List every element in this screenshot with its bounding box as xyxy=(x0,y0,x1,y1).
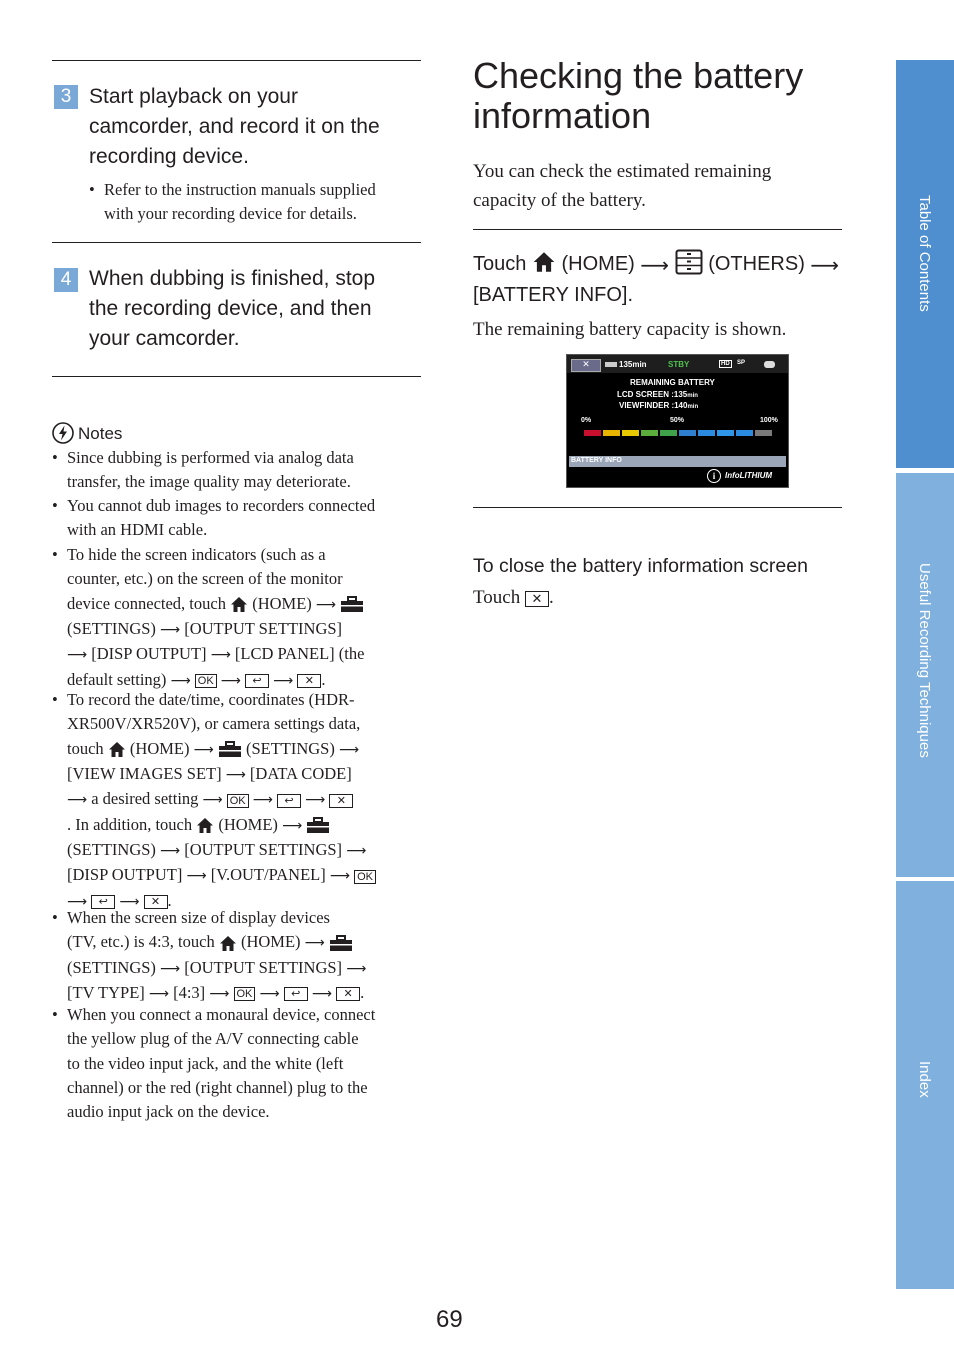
return-icon: ↩ xyxy=(91,895,115,909)
step-4-line: When dubbing is finished, stop xyxy=(89,267,376,290)
note-text: device connected, touch xyxy=(67,593,226,613)
screen-brand: InfoLITHIUM xyxy=(725,471,773,480)
tab-index[interactable] xyxy=(896,881,954,1289)
arrow-icon: ⟶ xyxy=(273,672,294,689)
arrow-icon: ⟶ xyxy=(209,986,230,1003)
arrow-icon: ⟶ xyxy=(346,960,367,977)
arrow-icon: ⟶ xyxy=(119,893,140,910)
others-icon xyxy=(675,249,703,275)
rule-right-2 xyxy=(473,507,842,508)
notes-icon xyxy=(52,422,74,444)
toolbox-icon xyxy=(340,596,364,613)
screen-min: min xyxy=(687,393,698,399)
step-3-line: recording device. xyxy=(89,145,249,168)
ok-button-icon: OK xyxy=(234,987,256,1001)
close-icon: ✕ xyxy=(144,895,168,909)
screen-hd: HD xyxy=(721,361,730,367)
screen-sp: SP xyxy=(737,360,746,366)
page-title-line: Checking the battery xyxy=(473,55,804,96)
screen-min: min xyxy=(687,404,699,410)
arrow-icon: ⟶ xyxy=(810,252,840,277)
step-4-line: your camcorder. xyxy=(89,327,240,350)
note-text: [4:3] xyxy=(173,983,206,1003)
tab-label: Useful Recording Techniques xyxy=(916,563,933,758)
arrow-icon: ⟶ xyxy=(304,935,325,952)
touch-instruction xyxy=(473,249,839,310)
return-icon: ↩ xyxy=(245,674,269,688)
note-text: [DATA CODE] xyxy=(249,763,352,783)
step-3-line: camcorder, and record it on the xyxy=(89,115,380,138)
screen-vf-label: VIEWFINDER : xyxy=(619,401,675,410)
notes-title: Notes xyxy=(78,424,123,443)
note-line xyxy=(67,642,364,667)
battery-bar-segment xyxy=(679,430,696,436)
arrow-icon: ⟶ xyxy=(193,741,214,758)
arrow-icon: ⟶ xyxy=(305,792,326,809)
battery-bar-segment xyxy=(755,430,772,436)
step-4-text xyxy=(89,264,375,354)
screen-battery-icon xyxy=(605,362,617,367)
home-icon xyxy=(108,741,126,758)
tab-table-of-contents[interactable] xyxy=(896,60,954,468)
battery-bar-segment xyxy=(717,430,734,436)
note-line xyxy=(67,787,376,812)
rule-mid-left xyxy=(52,242,421,243)
arrow-icon: ⟶ xyxy=(252,792,273,809)
note-text: [VIEW IMAGES SET] xyxy=(67,763,222,783)
step-3-line: Start playback on your xyxy=(89,85,298,108)
note-line: [TV TYPE] ⟶ [4:3] ⟶ OK ⟶ ↩ ⟶ ✕ . xyxy=(67,981,366,1006)
note-text: [LCD PANEL] (the xyxy=(234,644,365,664)
touch-text: Touch xyxy=(473,253,527,275)
note-text: (HOME) xyxy=(218,814,278,834)
arrow-icon: ⟶ xyxy=(170,672,191,689)
arrow-icon: ⟶ xyxy=(259,986,280,1003)
arrow-icon: ⟶ xyxy=(67,647,88,664)
bullet-dot: • xyxy=(89,180,95,199)
close-icon: ✕ xyxy=(525,591,549,607)
note-line: When you connect a monaural device, connect xyxy=(67,1005,376,1024)
screen-time: 135min xyxy=(619,360,647,369)
note-text: (SETTINGS) xyxy=(67,840,156,860)
ok-button-icon: OK xyxy=(227,794,249,808)
ok-button-icon: OK xyxy=(354,870,376,884)
note-text: (HOME) xyxy=(240,932,301,952)
note-text: [DISP OUTPUT] xyxy=(67,865,183,885)
touch-text: (OTHERS) xyxy=(708,253,805,275)
toolbox-icon xyxy=(218,741,242,758)
arrow-icon: ⟶ xyxy=(311,986,332,1003)
note-line: To hide the screen indicators (such as a xyxy=(67,545,326,564)
shown-text: The remaining battery capacity is shown. xyxy=(473,319,787,340)
page-title xyxy=(473,56,803,136)
arrow-icon: ⟶ xyxy=(338,741,360,758)
note-line xyxy=(67,838,376,863)
screen-battery-bars xyxy=(584,430,774,436)
note-text: (HOME) xyxy=(252,593,312,613)
note-line xyxy=(67,863,376,888)
note-line: When the screen size of display devices xyxy=(67,908,330,927)
note-line xyxy=(67,737,376,762)
screen-lcd-value: 135 xyxy=(673,390,688,399)
arrow-icon: ⟶ xyxy=(160,960,181,977)
note-line: XR500V/XR520V), or camera settings data, xyxy=(67,714,361,734)
note-line: the yellow plug of the A/V connecting cable xyxy=(67,1029,359,1049)
tab-label: Index xyxy=(916,1061,933,1098)
arrow-icon: ⟶ xyxy=(160,843,181,860)
home-icon xyxy=(532,251,556,273)
arrow-icon: ⟶ xyxy=(329,868,350,885)
note-line: ⟶ ↩ ⟶ ✕ . xyxy=(67,889,376,914)
screen-p0: 0% xyxy=(581,417,592,424)
note-line: to the video input jack, and the white (left xyxy=(67,1053,344,1073)
intro-line: You can check the estimated remaining xyxy=(473,161,772,182)
note-text: (SETTINGS) xyxy=(67,618,156,638)
note-text: (SETTINGS) xyxy=(245,738,335,758)
screen-lcd-label: LCD SCREEN : xyxy=(617,390,674,399)
screen-disc-icon xyxy=(764,361,775,368)
note-line: channel) or the red (right channel) plug to the xyxy=(67,1077,368,1097)
note-text: [OUTPUT SETTINGS] xyxy=(184,957,343,977)
touch-text: [BATTERY INFO]. xyxy=(473,283,634,306)
arrow-icon: ⟶ xyxy=(160,622,181,639)
tab-useful-recording-techniques[interactable] xyxy=(896,473,954,877)
arrow-icon: ⟶ xyxy=(220,672,241,689)
note-line: with an HDMI cable. xyxy=(67,520,208,540)
note-line: default setting) ⟶ OK ⟶ ↩ ⟶ ✕ . xyxy=(67,668,364,693)
arrow-icon: ⟶ xyxy=(282,817,303,834)
close-heading: To close the battery information screen xyxy=(473,555,808,577)
close-icon: ✕ xyxy=(336,987,360,1001)
return-icon: ↩ xyxy=(277,794,301,808)
note-line xyxy=(67,813,376,838)
note-line xyxy=(67,930,366,955)
note-text: (TV, etc.) is 4:3, touch xyxy=(67,932,215,952)
note-text: touch xyxy=(67,738,104,758)
arrow-icon: ⟶ xyxy=(346,843,367,860)
intro-line: capacity of the battery. xyxy=(473,189,646,211)
home-icon xyxy=(219,935,237,952)
battery-bar-segment xyxy=(622,430,639,436)
page-title-line: information xyxy=(473,95,652,136)
tab-label: Table of Contents xyxy=(916,195,933,312)
battery-bar-segment xyxy=(584,430,601,436)
screen-vf-value: 140 xyxy=(674,401,688,410)
info-icon: i xyxy=(707,469,721,483)
note-line: To record the date/time, coordinates (HDR- xyxy=(67,690,355,709)
arrow-icon: ⟶ xyxy=(67,893,88,910)
arrow-icon: ⟶ xyxy=(315,596,336,613)
note-line xyxy=(67,762,376,787)
touch-line xyxy=(473,249,839,280)
arrow-icon: ⟶ xyxy=(225,767,246,784)
battery-bar-segment xyxy=(603,430,620,436)
close-icon: ✕ xyxy=(329,794,353,808)
screen-lcd xyxy=(617,390,698,399)
screen-heading: REMAINING BATTERY xyxy=(630,378,715,387)
toolbox-icon xyxy=(329,935,353,952)
rule-top-left xyxy=(52,60,421,61)
arrow-icon: ⟶ xyxy=(67,792,88,809)
note-line: Since dubbing is performed via analog data xyxy=(67,448,354,467)
note-line: transfer, the image quality may deteriorate. xyxy=(67,472,351,492)
note-text: (HOME) xyxy=(129,738,190,758)
arrow-icon: ⟶ xyxy=(202,792,223,809)
ok-button-icon: OK xyxy=(195,674,217,688)
note-line xyxy=(67,592,364,617)
note-line xyxy=(67,956,366,981)
note-line: counter, etc.) on the screen of the monitor xyxy=(67,569,343,589)
bullet-line: Refer to the instruction manuals supplied xyxy=(104,180,376,199)
step-4-line: the recording device, and then xyxy=(89,297,372,320)
note-text: (SETTINGS) xyxy=(67,957,156,977)
screen-close-icon: ✕ xyxy=(571,359,601,372)
step-3-number: 3 xyxy=(54,85,78,109)
screen-footer: BATTERY INFO xyxy=(571,457,622,464)
arrow-icon: ⟶ xyxy=(148,986,169,1003)
step-4-number: 4 xyxy=(54,268,78,292)
arrow-icon: ⟶ xyxy=(186,868,207,885)
toolbox-icon xyxy=(306,817,330,834)
intro-text xyxy=(473,158,771,215)
screen-p100: 100% xyxy=(760,417,778,424)
return-icon: ↩ xyxy=(284,987,308,1001)
note-text: a desired setting xyxy=(91,789,199,809)
note-line xyxy=(67,617,364,642)
screen-stby: STBY xyxy=(668,360,690,369)
battery-bar-segment xyxy=(698,430,715,436)
note-text: . In addition, touch xyxy=(67,814,193,834)
bullet-line: with your recording device for details. xyxy=(104,204,357,224)
note-text: default setting) xyxy=(67,669,167,689)
close-icon: ✕ xyxy=(297,674,321,688)
rule-right-1 xyxy=(473,229,842,230)
home-icon xyxy=(196,817,214,834)
screen-vf xyxy=(619,401,698,410)
note-line: audio input jack on the device. xyxy=(67,1102,270,1122)
step-3-text xyxy=(89,82,380,172)
close-touch-text: Touch xyxy=(473,587,521,608)
note-line: You cannot dub images to recorders connected xyxy=(67,496,376,515)
battery-bar-segment xyxy=(660,430,677,436)
battery-bar-segment xyxy=(736,430,753,436)
arrow-icon: ⟶ xyxy=(640,252,670,277)
battery-info-screen xyxy=(566,354,789,488)
note-text: [DISP OUTPUT] xyxy=(91,644,207,664)
page-number: 69 xyxy=(436,1306,463,1333)
rule-bottom-left xyxy=(52,376,421,377)
battery-bar-segment xyxy=(641,430,658,436)
note-text: [OUTPUT SETTINGS] xyxy=(184,840,343,860)
close-touch: Touch ✕ . xyxy=(473,587,554,608)
note-text: [OUTPUT SETTINGS] xyxy=(184,618,343,638)
touch-text: (HOME) xyxy=(561,253,635,275)
arrow-icon: ⟶ xyxy=(210,647,231,664)
note-text: [V.OUT/PANEL] xyxy=(210,865,326,885)
screen-p50: 50% xyxy=(670,417,685,424)
note-text: [TV TYPE] xyxy=(67,983,145,1003)
home-icon xyxy=(230,596,248,613)
